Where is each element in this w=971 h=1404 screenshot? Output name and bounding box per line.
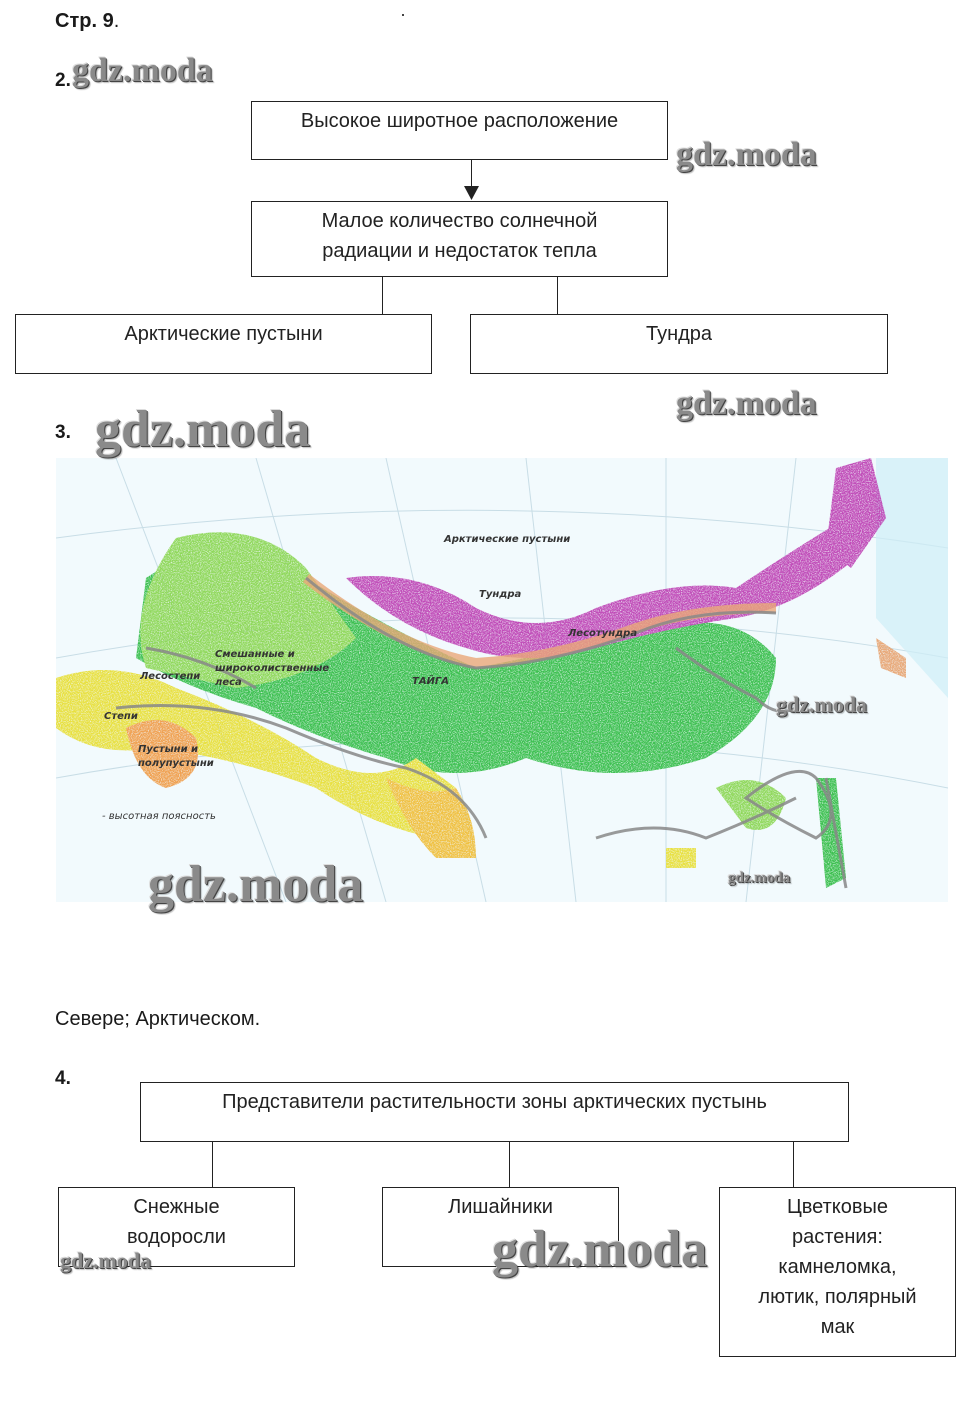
map-label-steppe: Степи bbox=[104, 711, 138, 722]
diagram-box-snow-algae: Снежные водоросли bbox=[58, 1187, 295, 1267]
watermark: gdz.moda bbox=[676, 385, 817, 422]
map-label-arctic-deserts: Арктические пустыни bbox=[444, 534, 571, 545]
diagram-box-lichens: Лишайники bbox=[382, 1187, 619, 1267]
diagram-box-vegetation: Представители растительности зоны арктических пустынь bbox=[140, 1082, 849, 1142]
watermark: gdz.moda bbox=[728, 870, 791, 886]
diagram-box-tundra: Тундра bbox=[470, 314, 888, 374]
watermark: gdz.moda bbox=[148, 856, 364, 913]
map-label-mixed-forests: Смешанные и широколиственные леса bbox=[215, 649, 330, 688]
arrow-line bbox=[471, 160, 472, 188]
watermark: gdz.moda bbox=[72, 52, 213, 89]
map-label-forest-steppe: Лесостепи bbox=[140, 671, 201, 682]
connector-vegetation-middle bbox=[509, 1142, 510, 1188]
map-label-tundra: Тундра bbox=[479, 589, 522, 600]
map-label-forest-tundra: Лесотундра bbox=[568, 628, 638, 639]
connector-vegetation-right bbox=[793, 1142, 794, 1188]
connector-right bbox=[557, 277, 558, 314]
stray-dot bbox=[402, 14, 404, 16]
map-label-deserts: Пустыни и полупустыни bbox=[138, 744, 214, 769]
task-2-number: 2. bbox=[55, 70, 71, 91]
watermark: gdz.moda bbox=[492, 1221, 708, 1278]
watermark: gdz.moda bbox=[95, 401, 311, 458]
task-4-number: 4. bbox=[55, 1068, 71, 1089]
map-label-altitude: - высотная поясность bbox=[102, 811, 216, 822]
watermark: gdz.moda bbox=[676, 136, 817, 173]
watermark: gdz.moda bbox=[60, 1248, 152, 1273]
page-number: Стр. 9. bbox=[55, 10, 120, 32]
map-label-taiga: ТАЙГА bbox=[412, 676, 450, 687]
connector-vegetation-left bbox=[212, 1142, 213, 1188]
arrow-down-icon bbox=[464, 186, 479, 201]
task-3-answer: Севере; Арктическом. bbox=[55, 1008, 261, 1030]
task-3-number: 3. bbox=[55, 422, 71, 443]
diagram-box-flowering-plants: Цветковые растения: камнеломка, лютик, полярный мак bbox=[719, 1187, 956, 1357]
diagram-box-latitude: Высокое широтное расположение bbox=[251, 101, 668, 160]
diagram-box-radiation: Малое количество солнечной радиации и недостаток тепла bbox=[251, 201, 668, 277]
watermark: gdz.moda bbox=[776, 692, 868, 717]
connector-left bbox=[382, 277, 383, 314]
diagram-box-arctic-deserts: Арктические пустыни bbox=[15, 314, 432, 374]
